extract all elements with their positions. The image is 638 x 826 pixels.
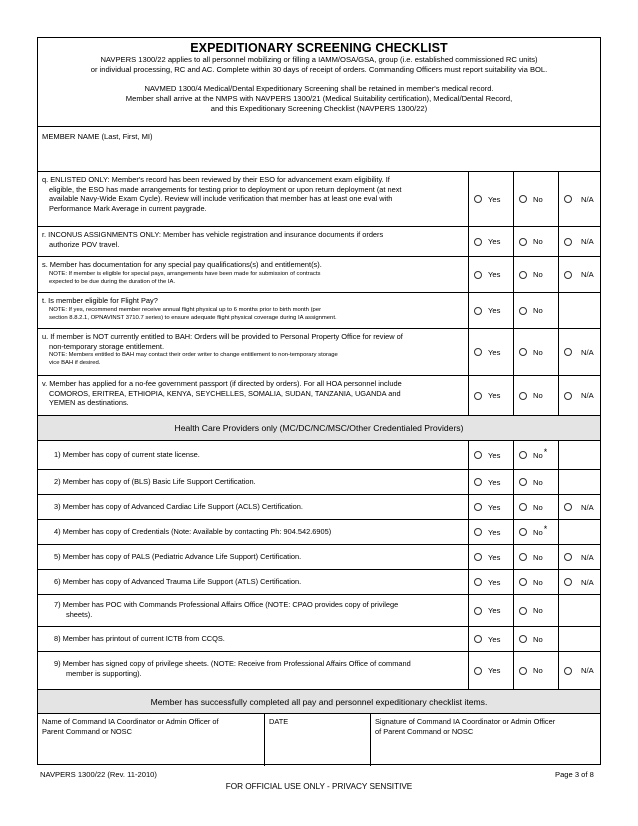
no-radio[interactable] — [519, 271, 527, 279]
date-field[interactable]: DATE — [264, 714, 370, 766]
yes-radio[interactable] — [474, 635, 482, 643]
question-t-row — [38, 292, 600, 328]
completion-banner — [38, 689, 600, 713]
question-q-row — [38, 171, 600, 226]
yes-radio[interactable] — [474, 667, 482, 675]
no-radio[interactable] — [519, 307, 527, 315]
yes-option[interactable]: Yes — [468, 257, 513, 292]
na-radio[interactable] — [564, 348, 572, 356]
no-option[interactable]: No — [513, 495, 558, 519]
hc-item-text: 5) Member has copy of PALS (Pediatric Advance Life Support) Certification. — [54, 552, 302, 561]
yes-radio[interactable] — [474, 528, 482, 536]
hc-item-text: 9) Member has signed copy of privilege sheets. (NOTE: Receive from Professional Affairs Office of command member is supporting). — [54, 659, 411, 678]
yes-option[interactable]: Yes — [468, 293, 513, 328]
empty-cell — [558, 595, 602, 626]
yes-option[interactable]: Yes — [468, 227, 513, 256]
empty-cell — [558, 441, 602, 469]
question-v-row — [38, 375, 600, 415]
no-radio[interactable] — [519, 392, 527, 400]
yes-radio[interactable] — [474, 348, 482, 356]
no-option[interactable]: No — [513, 172, 558, 226]
na-option[interactable]: N/A — [558, 652, 602, 689]
hc-item-text: 4) Member has copy of Credentials (Note: Available by contacting Ph: 904.542.6905) — [54, 527, 332, 536]
na-radio[interactable] — [564, 392, 572, 400]
na-radio[interactable] — [564, 238, 572, 246]
no-option[interactable]: No — [513, 595, 558, 626]
page-number: Page 3 of 8 — [555, 770, 594, 779]
header-line: NAVMED 1300/4 Medical/Dental Expeditionary Screening shall be retained in member's medical record. — [144, 84, 494, 93]
hc-item-text: 6) Member has copy of Advanced Trauma Life Support (ATLS) Certification. — [54, 577, 302, 586]
empty-cell — [558, 293, 602, 328]
yes-radio[interactable] — [474, 392, 482, 400]
completion-text: Member has successfully completed all pay and personnel expeditionary checklist items. — [150, 696, 488, 707]
na-option[interactable]: N/A — [558, 495, 602, 519]
asterisk-mark: * — [543, 447, 548, 457]
yes-option[interactable]: Yes — [468, 627, 513, 651]
yes-option[interactable]: Yes — [468, 376, 513, 415]
question-t-text: t. Is member eligible for Flight Pay? NOTE: If yes, recommend member receive annual flight physical up to 6 months prior to birth month (per section 8.8.2.1, OPNAVINST 3710.7 series) to ensure adequate flight physical coverage during IA assignment. — [42, 296, 337, 321]
hc-item-row — [38, 469, 600, 494]
question-v-text: v. Member has applied for a no-fee government passport (if directed by orders). For all HOA personnel include COMOROS, ERITREA, ETHIOPIA, KENYA, SEYCHELLES, SOMALIA, SUDAN, TANZANIA, UGANDA and YEMEN as destinations. — [42, 379, 402, 408]
na-radio[interactable] — [564, 578, 572, 586]
yes-radio[interactable] — [474, 271, 482, 279]
yes-radio[interactable] — [474, 195, 482, 203]
privacy-notice: FOR OFFICIAL USE ONLY - PRIVACY SENSITIVE — [225, 782, 413, 791]
page-title: EXPEDITIONARY SCREENING CHECKLIST — [190, 41, 448, 55]
no-option[interactable]: No — [513, 376, 558, 415]
yes-option[interactable]: Yes — [468, 495, 513, 519]
no-option[interactable]: No * — [513, 520, 558, 544]
hc-item-row — [38, 494, 600, 519]
na-radio[interactable] — [564, 503, 572, 511]
yes-option[interactable]: Yes — [468, 570, 513, 594]
member-name-field[interactable] — [38, 126, 600, 171]
question-s-text: s. Member has documentation for any special pay qualifications(s) and entitlement(s). NOTE: If member is eligible for special pays, arrangements have been made for submission of contracts expected to be due during the duration of the IA. — [42, 260, 322, 285]
yes-option[interactable]: Yes — [468, 329, 513, 375]
empty-cell — [558, 470, 602, 494]
yes-option[interactable]: Yes — [468, 470, 513, 494]
hc-item-text: 8) Member has printout of current ICTB from CCQS. — [54, 634, 225, 643]
question-q-text: q. ENLISTED ONLY: Member's record has been reviewed by their ESO for advancement exam eligibility. If eligible, the ESO has made arrangements for testing prior to deployment or upon return deployment (at next available Navy-Wide Exam Cycle). Review will include verification that member has at least one eval with Performance Mark Average in current paygrade. — [42, 175, 402, 213]
yes-radio[interactable] — [474, 451, 482, 459]
header-line: Member shall arrive at the NMPS with NAVPERS 1300/21 (Medical Suitability certification), Medical/Dental Record, — [125, 94, 513, 103]
na-option[interactable]: N/A — [558, 376, 602, 415]
member-name-label: MEMBER NAME (Last, First, MI) — [42, 132, 153, 141]
no-radio[interactable] — [519, 503, 527, 511]
question-r-row — [38, 226, 600, 256]
hc-item-row — [38, 544, 600, 569]
header-line: and this Expeditionary Screening Checklist (NAVPERS 1300/22) — [210, 104, 428, 113]
hc-item-text: 1) Member has copy of current state license. — [54, 450, 200, 459]
checklist-form — [37, 37, 601, 765]
na-option[interactable]: N/A — [558, 329, 602, 375]
empty-cell — [558, 520, 602, 544]
yes-option[interactable]: Yes — [468, 441, 513, 469]
coordinator-name-field[interactable]: Name of Command IA Coordinator or Admin Officer of Parent Command or NOSC — [42, 717, 219, 736]
no-radio[interactable] — [519, 238, 527, 246]
question-u-row — [38, 328, 600, 375]
no-option[interactable]: No — [513, 470, 558, 494]
yes-option[interactable]: Yes — [468, 595, 513, 626]
no-option[interactable]: No — [513, 652, 558, 689]
no-option[interactable]: No * — [513, 441, 558, 469]
yes-radio[interactable] — [474, 238, 482, 246]
yes-radio[interactable] — [474, 607, 482, 615]
hc-item-row — [38, 440, 600, 469]
yes-radio[interactable] — [474, 503, 482, 511]
no-radio[interactable] — [519, 451, 527, 459]
form-id: NAVPERS 1300/22 (Rev. 11-2010) — [40, 770, 157, 779]
na-radio[interactable] — [564, 195, 572, 203]
hc-section-title: Health Care Providers only (MC/DC/NC/MSC/Other Credentialed Providers) — [174, 423, 464, 433]
no-option[interactable]: No — [513, 329, 558, 375]
no-radio[interactable] — [519, 635, 527, 643]
no-option[interactable]: No — [513, 570, 558, 594]
asterisk-mark: * — [543, 524, 548, 534]
yes-option[interactable]: Yes — [468, 172, 513, 226]
na-option[interactable]: N/A — [558, 172, 602, 226]
no-radio[interactable] — [519, 348, 527, 356]
yes-radio[interactable] — [474, 478, 482, 486]
yes-option[interactable]: Yes — [468, 520, 513, 544]
na-option[interactable]: N/A — [558, 570, 602, 594]
na-radio[interactable] — [564, 667, 572, 675]
question-r-text: r. INCONUS ASSIGNMENTS ONLY: Member has vehicle registration and insurance documents if orders authorize POV travel. — [42, 230, 384, 249]
no-radio[interactable] — [519, 528, 527, 536]
no-option[interactable]: No — [513, 293, 558, 328]
no-option[interactable]: No — [513, 545, 558, 569]
no-option[interactable]: No — [513, 627, 558, 651]
header-line: or individual processing, RC and AC. Complete within 30 days of receipt of orders. Commanding Officers must report suitability via BOL. — [90, 65, 548, 74]
hc-item-text: 2) Member has copy of (BLS) Basic Life Support Certification. — [54, 477, 256, 486]
na-radio[interactable] — [564, 271, 572, 279]
na-radio[interactable] — [564, 553, 572, 561]
yes-radio[interactable] — [474, 578, 482, 586]
no-radio[interactable] — [519, 607, 527, 615]
form-header — [38, 38, 600, 126]
na-option[interactable]: N/A — [558, 227, 602, 256]
header-line: NAVPERS 1300/22 applies to all personnel mobilizing or filling a IAMM/OSA/GSA, group (i.e. established commissioned RC units) — [100, 55, 538, 64]
hc-item-row — [38, 594, 600, 626]
hc-item-row — [38, 519, 600, 544]
empty-cell — [558, 627, 602, 651]
hc-section-header — [38, 415, 600, 440]
hc-item-row — [38, 651, 600, 689]
hc-item-text: 3) Member has copy of Advanced Cardiac Life Support (ACLS) Certification. — [54, 502, 303, 511]
hc-item-row — [38, 626, 600, 651]
yes-option[interactable]: Yes — [468, 652, 513, 689]
no-radio[interactable] — [519, 578, 527, 586]
no-radio[interactable] — [519, 667, 527, 675]
signature-field[interactable]: Signature of Command IA Coordinator or Admin Officer of Parent Command or NOSC — [370, 714, 602, 766]
signature-block — [38, 713, 600, 766]
no-radio[interactable] — [519, 478, 527, 486]
no-option[interactable]: No — [513, 257, 558, 292]
yes-radio[interactable] — [474, 553, 482, 561]
hc-item-row — [38, 569, 600, 594]
yes-option[interactable]: Yes — [468, 545, 513, 569]
no-option[interactable]: No — [513, 227, 558, 256]
no-radio[interactable] — [519, 195, 527, 203]
question-u-text: u. If member is NOT currently entitled to BAH: Orders will be provided to Personal Property Office for review of non-temporary storage entitlement. NOTE: Members entitled to BAH may contact their order writer to change entitlement to non-temporary storage vice BAH if desired. — [42, 332, 403, 367]
na-option[interactable]: N/A — [558, 257, 602, 292]
na-option[interactable]: N/A — [558, 545, 602, 569]
question-s-row — [38, 256, 600, 292]
yes-radio[interactable] — [474, 307, 482, 315]
hc-item-text: 7) Member has POC with Commands Professional Affairs Office (NOTE: CPAO provides copy of privilege sheets). — [54, 600, 399, 619]
no-radio[interactable] — [519, 553, 527, 561]
